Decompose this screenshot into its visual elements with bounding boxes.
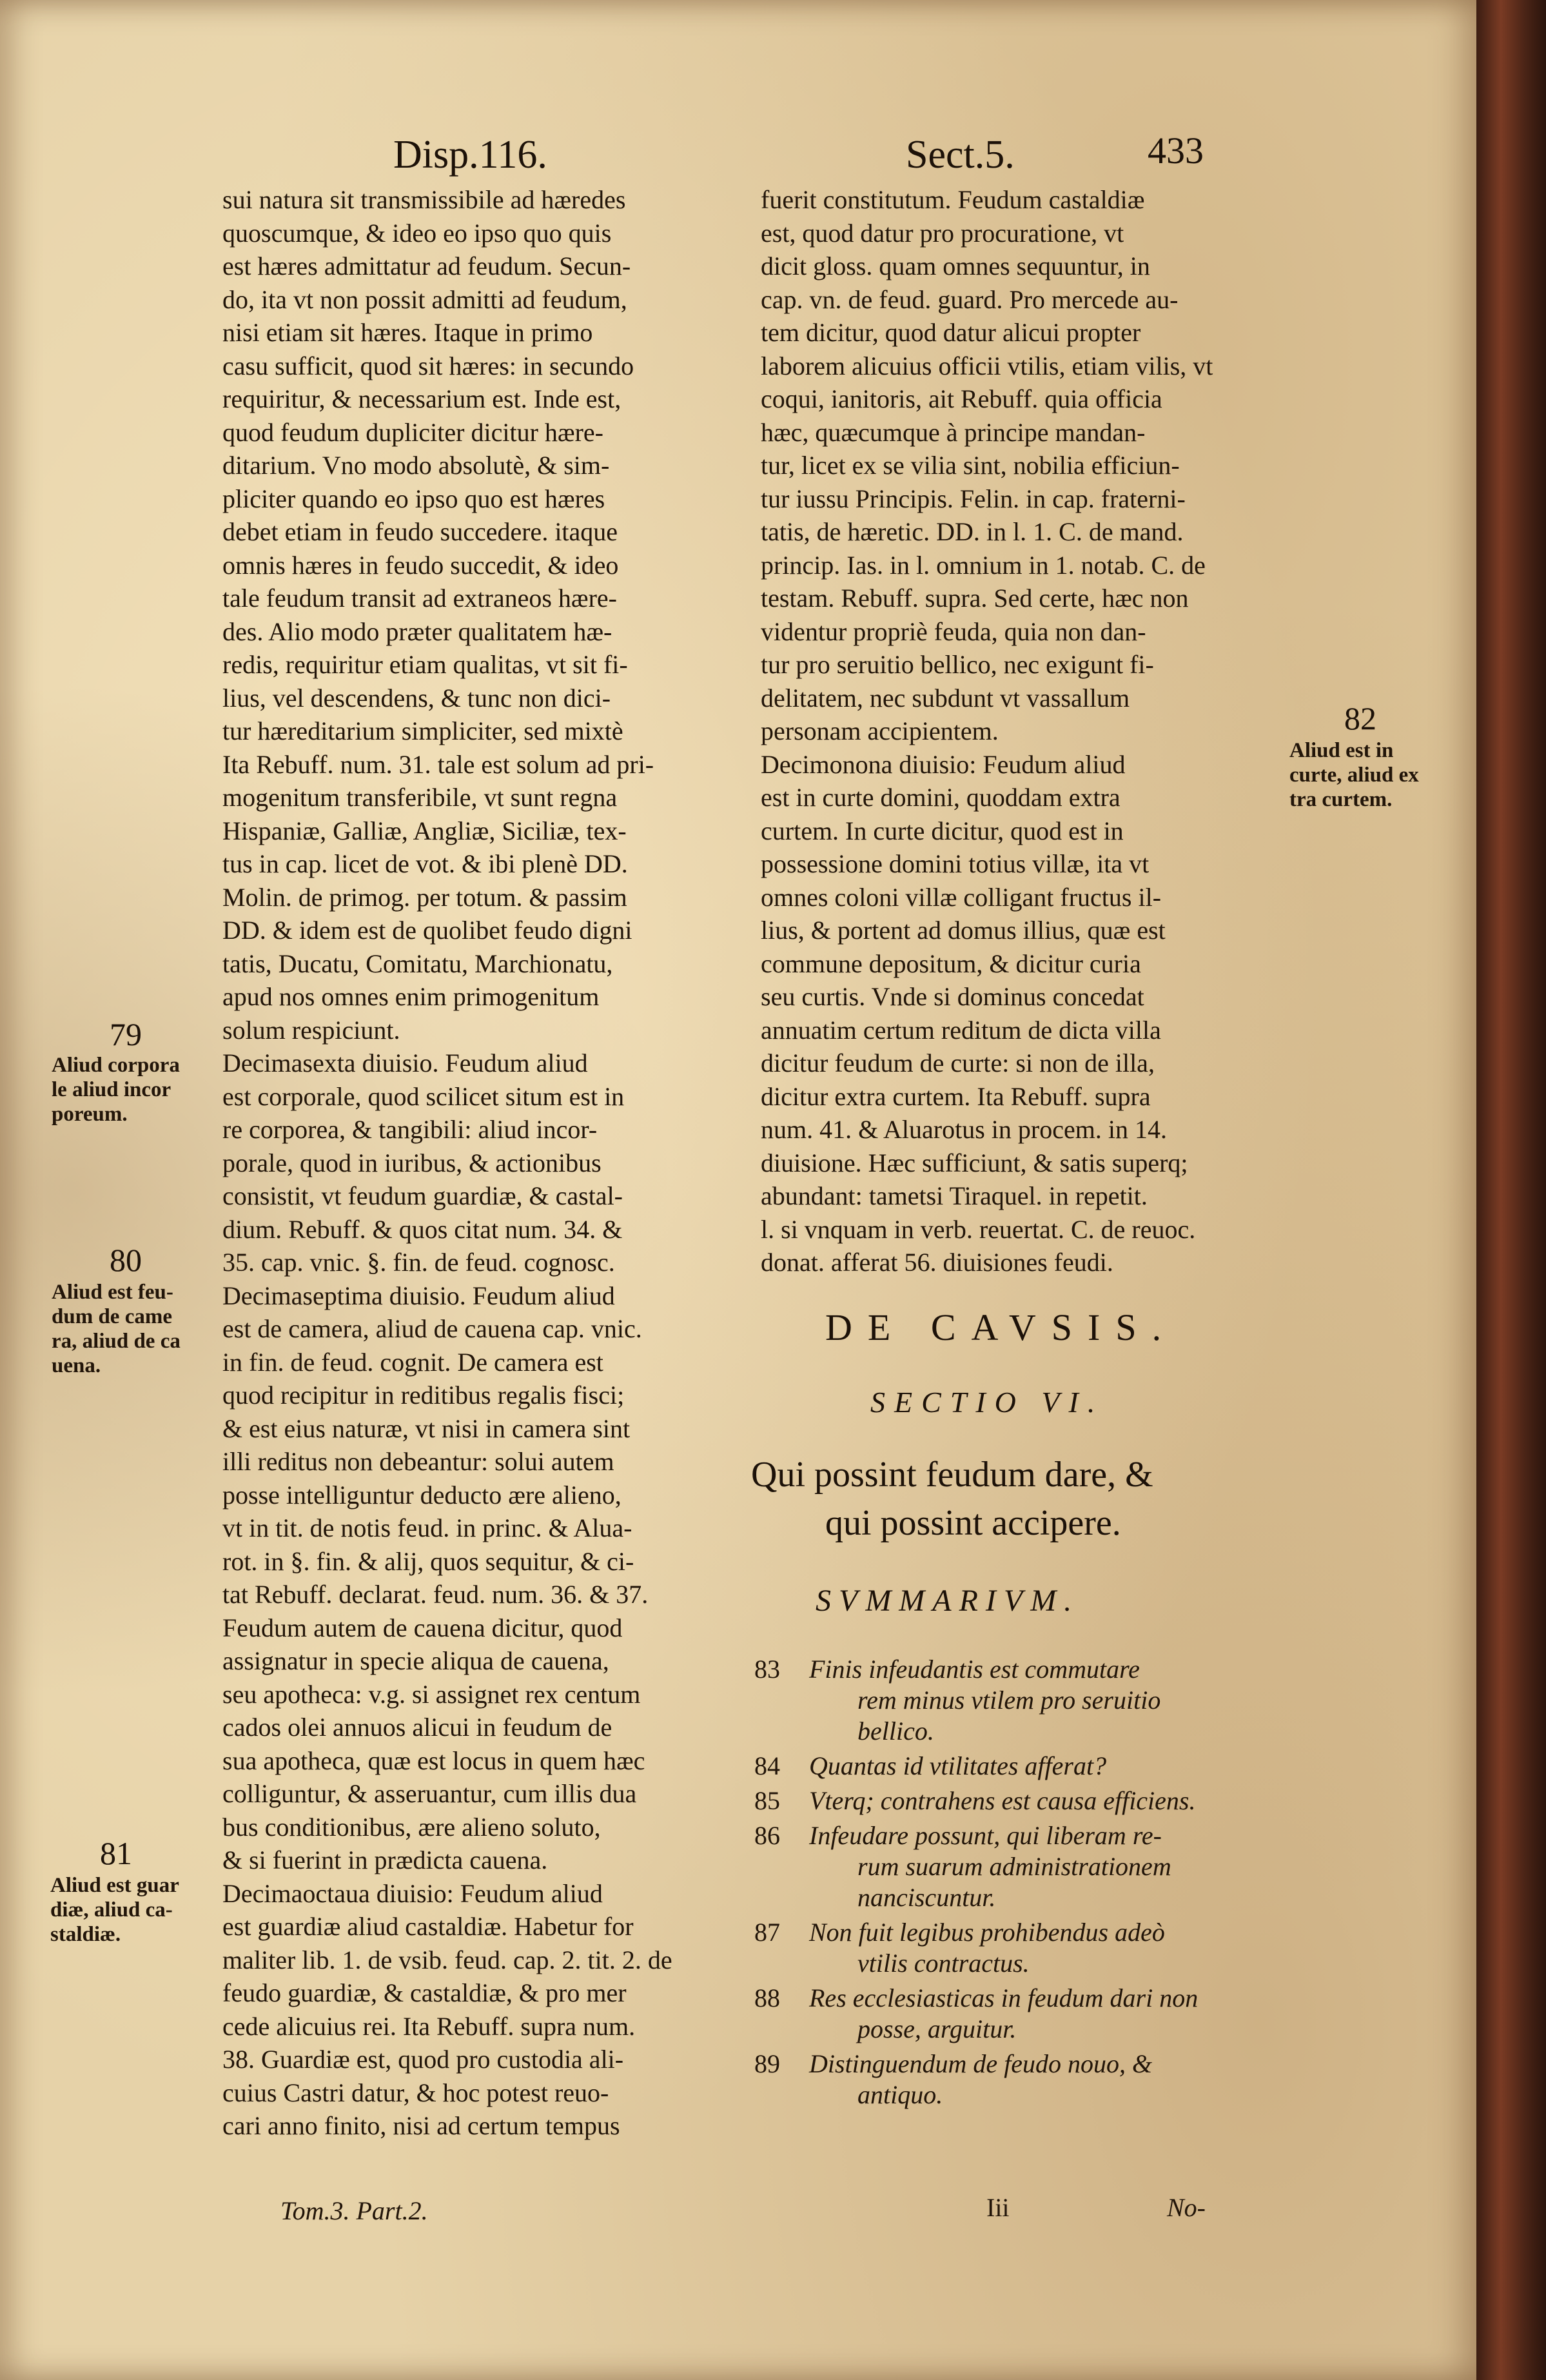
summary-item-number: 89 [754, 2049, 780, 2078]
text-line: est corporale, quod scilicet situm est in [222, 1081, 625, 1111]
signature-mark: Iii [986, 2193, 1010, 2222]
summary-item-text: Finis infeudantis est commutare [809, 1655, 1140, 1684]
text-line: bus conditionibus, ære alieno soluto, [222, 1812, 601, 1842]
margin-note-text: dum de came [52, 1305, 172, 1328]
section-title: DE CAVSIS. [825, 1306, 1177, 1348]
summary-item-number: 84 [754, 1751, 780, 1780]
text-line: annuatim certum reditum de dicta villa [761, 1015, 1161, 1045]
text-line: Hispaniæ, Galliæ, Angliæ, Siciliæ, tex- [222, 816, 627, 845]
text-line: num. 41. & Aluarotus in procem. in 14. [761, 1115, 1167, 1144]
text-line: Decimaseptima diuisio. Feudum aliud [222, 1281, 615, 1310]
text-line: tale feudum transit ad extraneos hære- [222, 584, 617, 613]
text-line: cados olei annuos alicui in feudum de [222, 1713, 612, 1742]
text-line: dium. Rebuff. & quos citat num. 34. & [222, 1214, 623, 1244]
page-number: 433 [1148, 130, 1204, 172]
summary-item-number: 86 [754, 1821, 780, 1850]
volume-line: Tom.3. Part.2. [280, 2196, 428, 2225]
text-line: videntur propriè feuda, quia non dan- [761, 616, 1146, 646]
margin-note-number: 81 [100, 1835, 132, 1871]
text-line: commune depositum, & dicitur curia [761, 949, 1141, 978]
summary-item-text: posse, arguitur. [857, 2014, 1017, 2043]
text-line: delitatem, nec subdunt vt vassallum [761, 683, 1130, 713]
summary-item-text: Vterq; contrahens est causa efficiens. [809, 1786, 1196, 1815]
text-line: maliter lib. 1. de vsib. feud. cap. 2. tit. 2. de [222, 1945, 672, 1974]
text-line: illi reditus non debeantur: solui autem [222, 1447, 614, 1476]
text-line: tus in cap. licet de vot. & ibi plenè DD. [222, 849, 628, 878]
summary-item-text: vtilis contractus. [857, 1949, 1030, 1978]
text-line: colliguntur, & asseruantur, cum illis dua [222, 1779, 637, 1808]
catchword: No- [1167, 2193, 1206, 2222]
text-line: & est eius naturæ, vt nisi in camera sint [222, 1413, 631, 1443]
text-line: est guardiæ aliud castaldiæ. Habetur for [222, 1912, 634, 1941]
text-line: redis, requiritur etiam qualitas, vt sit fi- [222, 650, 628, 679]
margin-note-text: Aliud est in [1289, 739, 1394, 762]
text-line: est in curte domini, quoddam extra [761, 783, 1120, 812]
text-line: laborem alicuius officii vtilis, etiam vilis, vt [761, 351, 1213, 380]
text-line: tur hæreditarium simpliciter, sed mixtè [222, 716, 623, 745]
text-line: curtem. In curte dicitur, quod est in [761, 816, 1124, 845]
summary-item-number: 85 [754, 1786, 780, 1815]
summary-label: SVMMARIVM. [816, 1584, 1080, 1618]
margin-note-text: Aliud corpora [52, 1054, 180, 1077]
text-line: do, ita vt non possit admitti ad feudum, [222, 284, 627, 314]
margin-note-number: 80 [110, 1242, 142, 1278]
text-line: cede alicuius rei. Ita Rebuff. supra num. [222, 2011, 636, 2041]
margin-note-text: diæ, aliud ca- [50, 1898, 173, 1922]
text-line: sui natura sit transmissibile ad hæredes [222, 185, 626, 214]
margin-note-text: Aliud est guar [50, 1874, 179, 1897]
margin-note-number: 82 [1344, 700, 1376, 736]
text-line: feudo guardiæ, & castaldiæ, & pro mer [222, 1978, 627, 2007]
summary-item-number: 83 [754, 1655, 780, 1684]
text-line: seu curtis. Vnde si dominus concedat [761, 982, 1144, 1011]
text-line: hæc, quæcumque à principe mandan- [761, 417, 1146, 447]
summary-item-text: Non fuit legibus prohibendus adeò [809, 1918, 1165, 1947]
text-line: omnis hæres in feudo succedit, & ideo [222, 550, 619, 580]
text-line: lius, & portent ad domus illius, quæ est [761, 916, 1166, 945]
text-line: possessione domini totius villæ, ita vt [761, 849, 1150, 878]
section-heading-line-2: qui possint accipere. [825, 1503, 1121, 1543]
text-line: omnes coloni villæ colligant fructus il- [761, 882, 1162, 912]
text-line: tatis, de hæretic. DD. in l. 1. C. de mand. [761, 517, 1184, 546]
text-line: quod recipitur in reditibus regalis fisci; [222, 1381, 625, 1410]
text-line: in fin. de feud. cognit. De camera est [222, 1347, 603, 1377]
text-line: 38. Guardiæ est, quod pro custodia ali- [222, 2045, 624, 2074]
text-line: coqui, ianitoris, ait Rebuff. quia officia [761, 384, 1162, 413]
text-line: solum respiciunt. [222, 1015, 400, 1045]
text-line: re corporea, & tangibili: aliud incor- [222, 1115, 598, 1144]
text-line: l. si vnquam in verb. reuertat. C. de reuoc. [761, 1214, 1196, 1244]
text-line: tur, licet ex se vilia sint, nobilia efficiun- [761, 451, 1180, 480]
margin-note-text: poreum. [52, 1103, 128, 1126]
text-line: rot. in §. fin. & alij, quos sequitur, & ci- [222, 1546, 634, 1576]
text-line: fuerit constitutum. Feudum castaldiæ [761, 185, 1145, 214]
text-line: Decimasexta diuisio. Feudum aliud [222, 1048, 588, 1077]
text-line: 35. cap. vnic. §. fin. de feud. cognosc. [222, 1248, 615, 1277]
text-line: Molin. de primog. per totum. & passim [222, 882, 627, 912]
text-line: seu apotheca: v.g. si assignet rex centum [222, 1679, 641, 1709]
text-line: pliciter quando eo ipso quo est hæres [222, 484, 605, 513]
summary-item-text: Distinguendum de feudo nouo, & [809, 2049, 1153, 2078]
text-line: dicit gloss. quam omnes sequuntur, in [761, 251, 1150, 280]
text-line: debet etiam in feudo succedere. itaque [222, 517, 618, 546]
text-line: abundant: tametsi Tiraquel. in repetit. [761, 1181, 1148, 1210]
summary-item-number: 87 [754, 1918, 780, 1947]
text-line: est de camera, aliud de cauena cap. vnic. [222, 1314, 642, 1343]
text-line: quoscumque, & ideo eo ipso quo quis [222, 218, 612, 248]
text-line: requiritur, & necessarium est. Inde est, [222, 384, 621, 413]
text-line: donat. afferat 56. diuisiones feudi. [761, 1248, 1113, 1277]
text-line: diuisione. Hæc sufficiunt, & satis superq; [761, 1148, 1188, 1177]
section-number: SECTIO VI. [870, 1386, 1104, 1419]
margin-note-text: le aliud incor [52, 1078, 171, 1101]
text-line: princip. Ias. in l. omnium in 1. notab. C. de [761, 550, 1206, 580]
text-line: dicitur extra curtem. Ita Rebuff. supra [761, 1081, 1151, 1111]
text-line: tatis, Ducatu, Comitatu, Marchionatu, [222, 949, 613, 978]
running-head-disputation: Disp.116. [393, 133, 547, 177]
summary-item-number: 88 [754, 1983, 780, 2012]
margin-note-text: tra curtem. [1289, 788, 1393, 811]
text-line: Feudum autem de cauena dicitur, quod [222, 1613, 623, 1642]
margin-note-text: uena. [52, 1354, 101, 1377]
margin-note-text: ra, aliud de ca [52, 1330, 181, 1353]
summary-item-text: Infeudare possunt, qui liberam re- [809, 1821, 1162, 1850]
summary-item-text: bellico. [857, 1716, 934, 1746]
section-heading-line-1: Qui possint feudum dare, & [751, 1455, 1153, 1495]
summary-item-text: rem minus vtilem pro seruitio [857, 1686, 1161, 1715]
text-line: des. Alio modo præter qualitatem hæ- [222, 616, 612, 646]
text-line: tur iussu Principis. Felin. in cap. fraterni- [761, 484, 1186, 513]
margin-note-number: 79 [110, 1016, 142, 1052]
summary-item-text: rum suarum administrationem [857, 1852, 1171, 1881]
text-line: ditarium. Vno modo absolutè, & sim- [222, 451, 610, 480]
text-line: Decimonona diuisio: Feudum aliud [761, 749, 1126, 779]
text-line: vt in tit. de notis feud. in princ. & Alua- [222, 1513, 632, 1542]
text-line: tat Rebuff. declarat. feud. num. 36. & 37. [222, 1580, 649, 1609]
book-edge [1476, 0, 1546, 2380]
text-line: consistit, vt feudum guardiæ, & castal- [222, 1181, 623, 1210]
text-line: dicitur feudum de curte: si non de illa, [761, 1048, 1155, 1077]
text-line: casu sufficit, quod sit hæres: in secundo [222, 351, 634, 380]
text-line: mogenitum transferibile, vt sunt regna [222, 783, 618, 812]
margin-note-text: Aliud est feu- [52, 1281, 173, 1304]
text-line: testam. Rebuff. supra. Sed certe, hæc non [761, 584, 1189, 613]
text-line: porale, quod in iuribus, & actionibus [222, 1148, 602, 1177]
text-line: cap. vn. de feud. guard. Pro mercede au- [761, 284, 1179, 314]
text-line: tur pro seruitio bellico, nec exigunt fi- [761, 650, 1154, 679]
summary-item-text: Res ecclesiasticas in feudum dari non [809, 1983, 1199, 2012]
text-line: personam accipientem. [761, 716, 999, 745]
summary-item-text: Quantas id vtilitates afferat? [809, 1751, 1107, 1780]
text-line: Ita Rebuff. num. 31. tale est solum ad pri- [222, 749, 654, 779]
text-line: assignatur in specie aliqua de cauena, [222, 1646, 609, 1675]
text-line: cuius Castri datur, & hoc potest reuo- [222, 2078, 609, 2107]
text-line: nisi etiam sit hæres. Itaque in primo [222, 318, 593, 347]
margin-note-text: curte, aliud ex [1289, 763, 1419, 787]
running-head-section: Sect.5. [906, 133, 1015, 177]
text-line: apud nos omnes enim primogenitum [222, 982, 600, 1011]
text-line: lius, vel descendens, & tunc non dici- [222, 683, 611, 713]
text-line: est hæres admittatur ad feudum. Secun- [222, 251, 631, 280]
text-line: posse intelliguntur deducto ære alieno, [222, 1480, 621, 1510]
text-line: quod feudum dupliciter dicitur hære- [222, 417, 603, 447]
text-line: tem dicitur, quod datur alicui propter [761, 318, 1141, 347]
margin-note-text: staldiæ. [50, 1923, 121, 1946]
text-line: sua apotheca, quæ est locus in quem hæc [222, 1746, 645, 1775]
text-line: est, quod datur pro procuratione, vt [761, 218, 1124, 248]
text-line: DD. & idem est de quolibet feudo digni [222, 916, 632, 945]
summary-item-text: antiquo. [857, 2080, 943, 2109]
summary-item-text: nanciscuntur. [857, 1883, 996, 1912]
text-line: & si fuerint in prædicta cauena. [222, 1845, 548, 1874]
text-line: cari anno finito, nisi ad certum tempus [222, 2111, 620, 2140]
text-line: Decimaoctaua diuisio: Feudum aliud [222, 1878, 603, 1908]
